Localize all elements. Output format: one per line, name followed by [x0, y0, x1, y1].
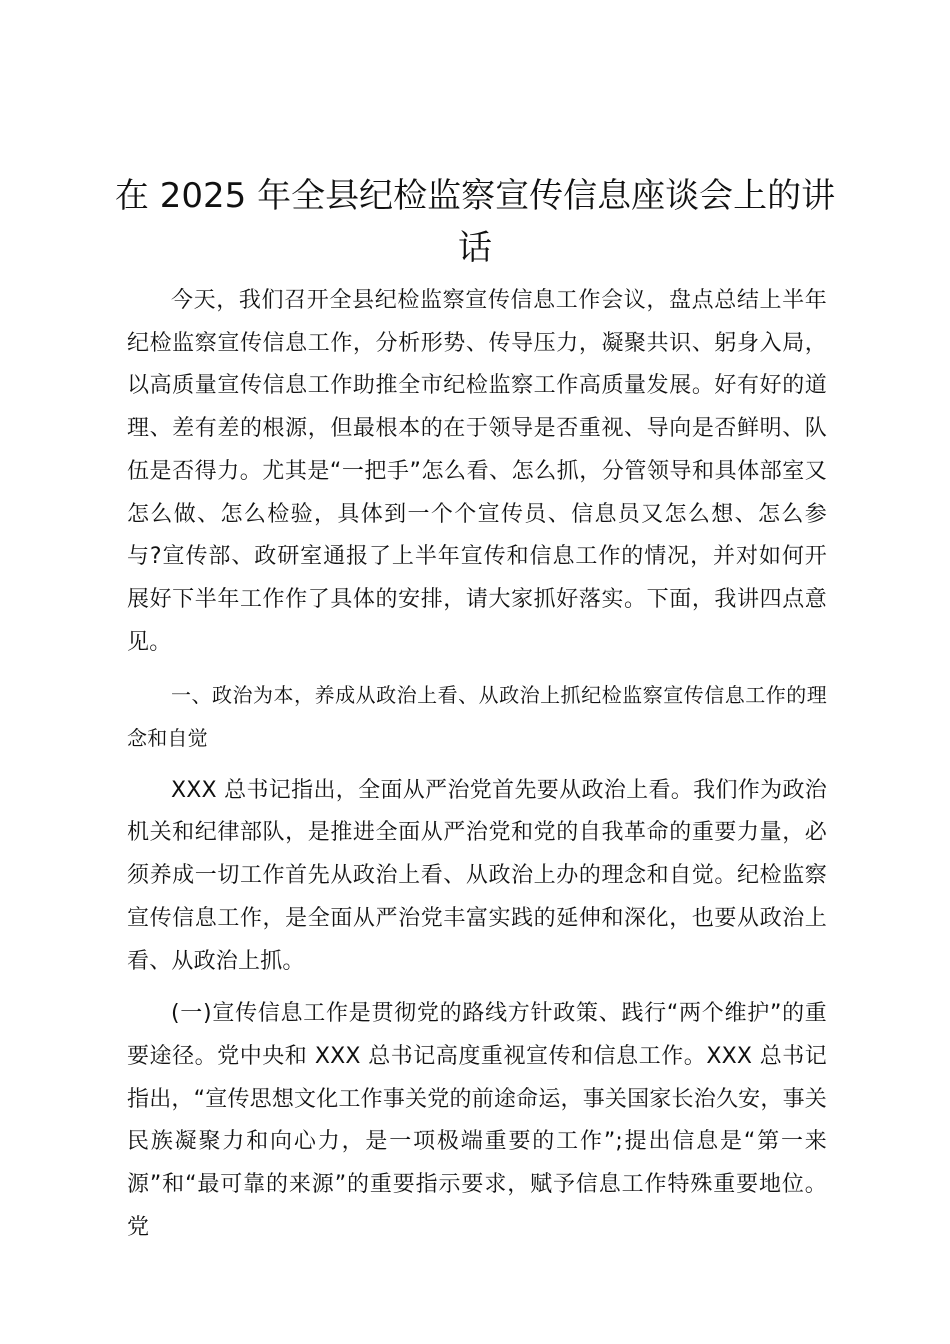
document-title: 在 2025 年全县纪检监察宣传信息座谈会上的讲话	[114, 176, 836, 268]
section-heading-one: 一、政治为本，养成从政治上看、从政治上抓纪检监察宣传信息工作的理念和自觉	[127, 683, 827, 751]
document-body	[127, 280, 827, 1249]
paragraph-political: XXX 总书记指出，全面从严治党首先要从政治上看。我们作为政治机关和纪律部队，是推进全面从严治党和党的自我革命的重要力量，必须养成一切工作首先从政治上看、从政治上办的理念和自觉。纪检监察宣传信息工作，是全面从严治党丰富实践的延伸和深化，也要从政治上看、从政治上抓。	[127, 777, 827, 974]
paragraph-intro: 今天，我们召开全县纪检监察宣传信息工作会议，盘点总结上半年纪检监察宣传信息工作，分析形势、传导压力，凝聚共识、躬身入局，以高质量宣传信息工作助推全市纪检监察工作高质量发展。好有好的道理、差有差的根源，但最根本的在于领导是否重视、导向是否鲜明、队伍是否得力。尤其是“一把手”怎么看、怎么抓，分管领导和具体部室又怎么做、怎么检验，具体到一个个宣传员、信息员又怎么想、怎么参与?宣传部、政研室通报了上半年宣传和信息工作的情况，并对如何开展好下半年工作作了具体的安排，请大家抓好落实。下面，我讲四点意见。	[127, 288, 827, 655]
paragraph-subsection-one: (一)宣传信息工作是贯彻党的路线方针政策、践行“两个维护”的重要途径。党中央和 XXX 总书记高度重视宣传和信息工作。XXX 总书记指出，“宣传思想文化工作事关党的前途命运，事关国家长治久安，事关民族凝聚力和向心力，是一项极端重要的工作”;提出信息是“第一来源”和“最可靠的来源”的重要指示要求，赋予信息工作特殊重要地位。党	[127, 1001, 827, 1240]
